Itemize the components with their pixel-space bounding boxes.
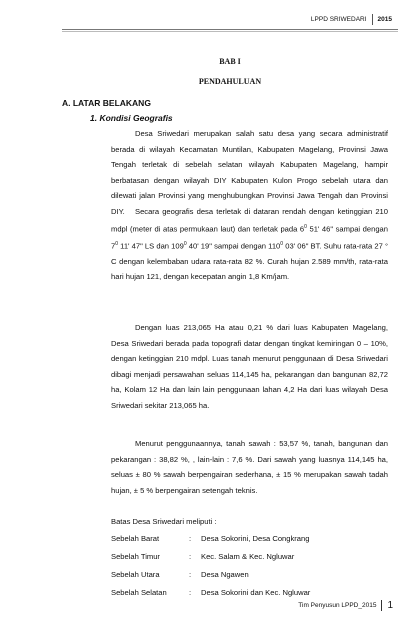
borders-list [111,530,388,602]
header-rule [62,29,398,30]
paragraph-4: Menurut penggunaannya, tanah sawah : 53,57 %, tanah, bangunan dan pekarangan : 38,82 %, , lain-lain : 7,6 %. Dari sawah yang luasnya 114,145 ha, seluas ± 80 % sawah berpengairan sederhana, ± 15 % merupakan sawah tadah hujan, ± 5 % berpengairan setengah teknis. [111,439,388,495]
border-key: Sebelah Barat [111,533,160,543]
body-text [111,126,388,602]
border-key: Sebelah Utara [111,569,160,579]
chapter-title: PENDAHULUAN [198,77,262,86]
chapter-number: BAB I [219,57,241,66]
border-value: Desa Ngawen [201,569,249,579]
header-year: 2015 [377,16,392,23]
footer-text: Tim Penyusun LPPD_2015 [298,602,377,609]
borders-intro: Batas Desa Sriwedari meliputi : [111,517,217,526]
header-title: LPPD SRIWEDARI [310,16,367,23]
subsection-heading: 1. Kondisi Geografis [90,113,173,123]
header-rule-secondary [62,31,398,32]
border-value: Desa Sokorini dan Kec. Ngluwar [201,587,311,597]
border-value: Kec. Salam & Kec. Ngluwar [201,551,295,561]
paragraph-3: Dengan luas 213,065 Ha atau 0,21 % dari luas Kabupaten Magelang, Desa Sriwedari berada pada topografi datar dengan tingkat kemiringan 0 – 10%, dengan ketinggian 210 mdpl. Luas tanah menurut penggunaan di Desa Sriwedari dibagi menjadi persawahan seluas 114,145 ha, pekarangan dan bangunan 82,72 ha, Kolam 12 Ha dan lain lain penggunaan lahan 4,2 Ha dari luas wilayah Desa Sriwedari sekitar 213,065 ha. [111,323,388,410]
border-colon: : [189,569,192,579]
border-row-north [111,566,388,584]
section-heading: A. LATAR BELAKANG [62,98,151,108]
page-header [311,14,392,25]
border-colon: : [189,587,192,597]
header-divider [372,14,373,25]
paragraph-2: Secara geografis desa terletak di dataran rendah dengan ketinggian 210 mdpl (meter di atas permukaan laut) dan terletak pada $6^0$ 51' 46" sampai dengan $7^0$ 11' 47" LS dan $109^0$ 40' 19" sampai dengan $110^0$ 03' 06" BT. Suhu rata-rata 27 ° C dengan kelembaban udara rata-rata 82 %. Curah hujan 2.589 mm/th, rata-rata hari hujan 121, dengan kecepatan angin 1,8 Km/jam. [111,207,389,282]
border-key: Sebelah Timur [111,551,160,561]
border-key: Sebelah Selatan [111,587,167,597]
paragraph-1: Desa Sriwedari merupakan salah satu desa yang secara administratif berada di wilayah Kecamatan Muntilan, Kabupaten Magelang, Provinsi Jawa Tengah terletak di sebelah selatan wilayah Kabupaten Magelang, hampir berbatasan dengan wilayah DIY Kabupaten Kulon Progo sebelah utara dan dilewati jalan Provinsi yang menghubungkan Provinsi Jawa Tengah dan Provinsi DIY. [111,129,388,216]
border-row-south [111,584,388,602]
page-number: 1 [387,600,393,611]
border-row-west [111,530,388,548]
border-row-east [111,548,388,566]
border-colon: : [189,533,192,543]
border-value: Desa Sokorini, Desa Congkrang [201,533,310,543]
page-footer [298,600,393,611]
border-colon: : [189,551,192,561]
footer-divider [381,600,382,611]
